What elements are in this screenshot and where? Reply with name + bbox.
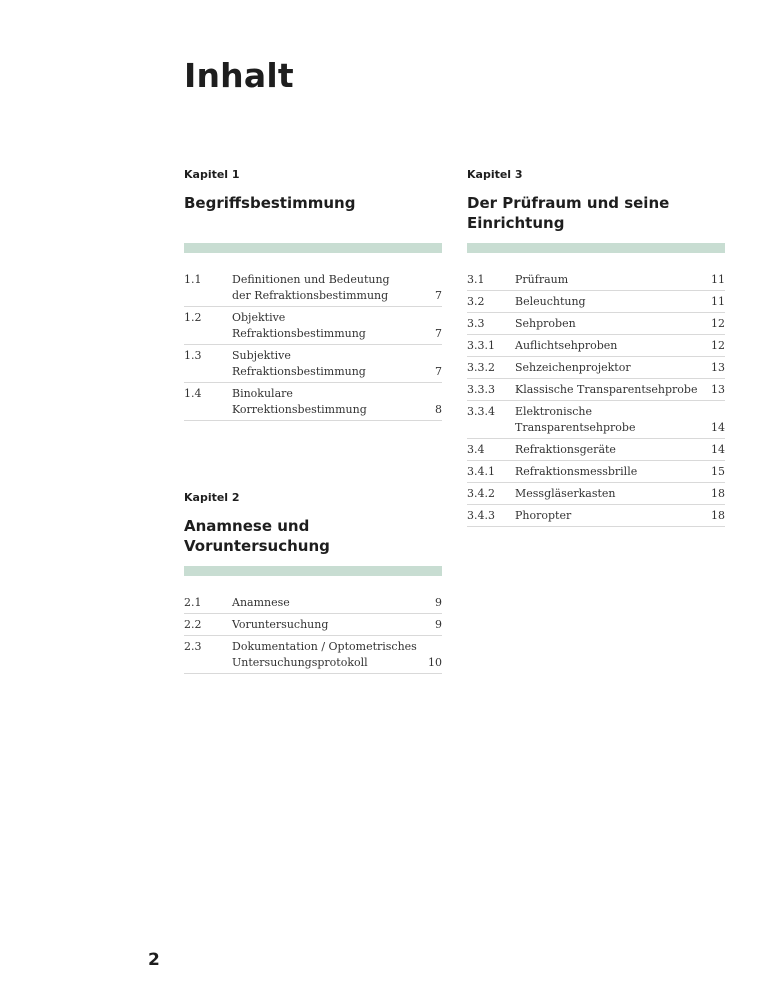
entry-number: 1.1: [184, 273, 202, 286]
entry-number: 3.4.3: [467, 509, 495, 522]
entry-number: 2.1: [184, 596, 202, 609]
entry-page: 13: [711, 383, 725, 396]
toc-entry[interactable]: [184, 592, 442, 614]
entry-title: Prüfraum: [515, 273, 569, 286]
entry-title: Beleuchtung: [515, 295, 586, 308]
toc-entry[interactable]: [467, 313, 725, 335]
entry-page: 12: [711, 317, 725, 330]
entry-page: 12: [711, 339, 725, 352]
toc-entry[interactable]: [467, 357, 725, 379]
page-number: 2: [148, 950, 160, 970]
entry-title: Messgläserkasten: [515, 487, 616, 500]
entry-number: 3.4.2: [467, 487, 495, 500]
entry-title: Subjektive Refraktionsbestimmung: [232, 349, 366, 378]
entry-page: 7: [435, 365, 442, 378]
chapter-2-section: [184, 491, 442, 669]
chapter-1-section: [184, 168, 442, 416]
entry-title: Refraktionsmessbrille: [515, 465, 638, 478]
entry-title: Objektive Refraktionsbestimmung: [232, 311, 366, 340]
entry-page: 7: [435, 289, 442, 302]
entry-page: 7: [435, 327, 442, 340]
entry-number: 3.4: [467, 443, 485, 456]
chapter-divider-bar: [184, 566, 442, 576]
entry-title: Sehzeichenprojektor: [515, 361, 631, 374]
entry-page: 14: [711, 443, 725, 456]
entry-title: Phoropter: [515, 509, 572, 522]
entry-number: 3.4.1: [467, 465, 495, 478]
toc-entry[interactable]: [467, 401, 725, 439]
toc-entry[interactable]: [467, 439, 725, 461]
entry-number: 3.3.2: [467, 361, 495, 374]
entry-page: 14: [711, 421, 725, 434]
toc-entry[interactable]: [467, 483, 725, 505]
toc-entry[interactable]: [467, 505, 725, 527]
toc-entry[interactable]: [184, 269, 442, 307]
toc-list: [184, 269, 442, 421]
entry-number: 2.3: [184, 640, 202, 653]
toc-entry[interactable]: [184, 636, 442, 674]
chapter-divider-bar: [184, 243, 442, 253]
entry-title: Anamnese: [232, 596, 290, 609]
chapter-title: Der Prüfraum und seine Einrichtung: [467, 194, 670, 232]
entry-number: 3.3.3: [467, 383, 495, 396]
entry-page: 11: [711, 295, 725, 308]
entry-page: 9: [435, 596, 442, 609]
entry-page: 18: [711, 509, 725, 522]
entry-title: Refraktionsgeräte: [515, 443, 616, 456]
chapter-title: Begriffsbestimmung: [184, 194, 356, 212]
toc-entry[interactable]: [184, 383, 442, 421]
entry-number: 1.3: [184, 349, 202, 362]
toc-entry[interactable]: [467, 379, 725, 401]
chapter-title: Anamnese und Voruntersuchung: [184, 517, 330, 555]
toc-entry[interactable]: [467, 269, 725, 291]
entry-page: 15: [711, 465, 725, 478]
toc-entry[interactable]: [467, 291, 725, 313]
chapter-3-section: [467, 168, 725, 522]
page-title: Inhalt: [184, 56, 294, 95]
chapter-label: Kapitel 3: [467, 168, 523, 181]
entry-title: Definitionen und Bedeutung der Refraktionsbestimmung: [232, 273, 390, 302]
toc-list: [467, 269, 725, 527]
entry-page: 18: [711, 487, 725, 500]
entry-title: Dokumentation / Optometrisches Untersuchungsprotokoll: [232, 640, 417, 669]
chapter-label: Kapitel 1: [184, 168, 240, 181]
chapter-label: Kapitel 2: [184, 491, 240, 504]
chapter-divider-bar: [467, 243, 725, 253]
entry-number: 3.3.4: [467, 405, 495, 418]
entry-number: 1.4: [184, 387, 202, 400]
entry-page: 9: [435, 618, 442, 631]
entry-number: 3.3.1: [467, 339, 495, 352]
entry-number: 1.2: [184, 311, 202, 324]
entry-page: 11: [711, 273, 725, 286]
entry-number: 3.3: [467, 317, 485, 330]
entry-number: 3.1: [467, 273, 485, 286]
entry-page: 13: [711, 361, 725, 374]
toc-entry[interactable]: [467, 335, 725, 357]
entry-page: 10: [428, 656, 442, 669]
toc-entry[interactable]: [184, 307, 442, 345]
entry-number: 2.2: [184, 618, 202, 631]
toc-entry[interactable]: [467, 461, 725, 483]
toc-entry[interactable]: [184, 345, 442, 383]
entry-page: 8: [435, 403, 442, 416]
entry-title: Klassische Transparentsehprobe: [515, 383, 698, 396]
entry-title: Sehproben: [515, 317, 576, 330]
toc-list: [184, 592, 442, 674]
toc-entry[interactable]: [184, 614, 442, 636]
entry-title: Voruntersuchung: [232, 618, 329, 631]
entry-title: Elektronische Transparentsehprobe: [515, 405, 636, 434]
entry-title: Binokulare Korrektionsbestimmung: [232, 387, 367, 416]
entry-title: Auflichtsehproben: [515, 339, 618, 352]
entry-number: 3.2: [467, 295, 485, 308]
